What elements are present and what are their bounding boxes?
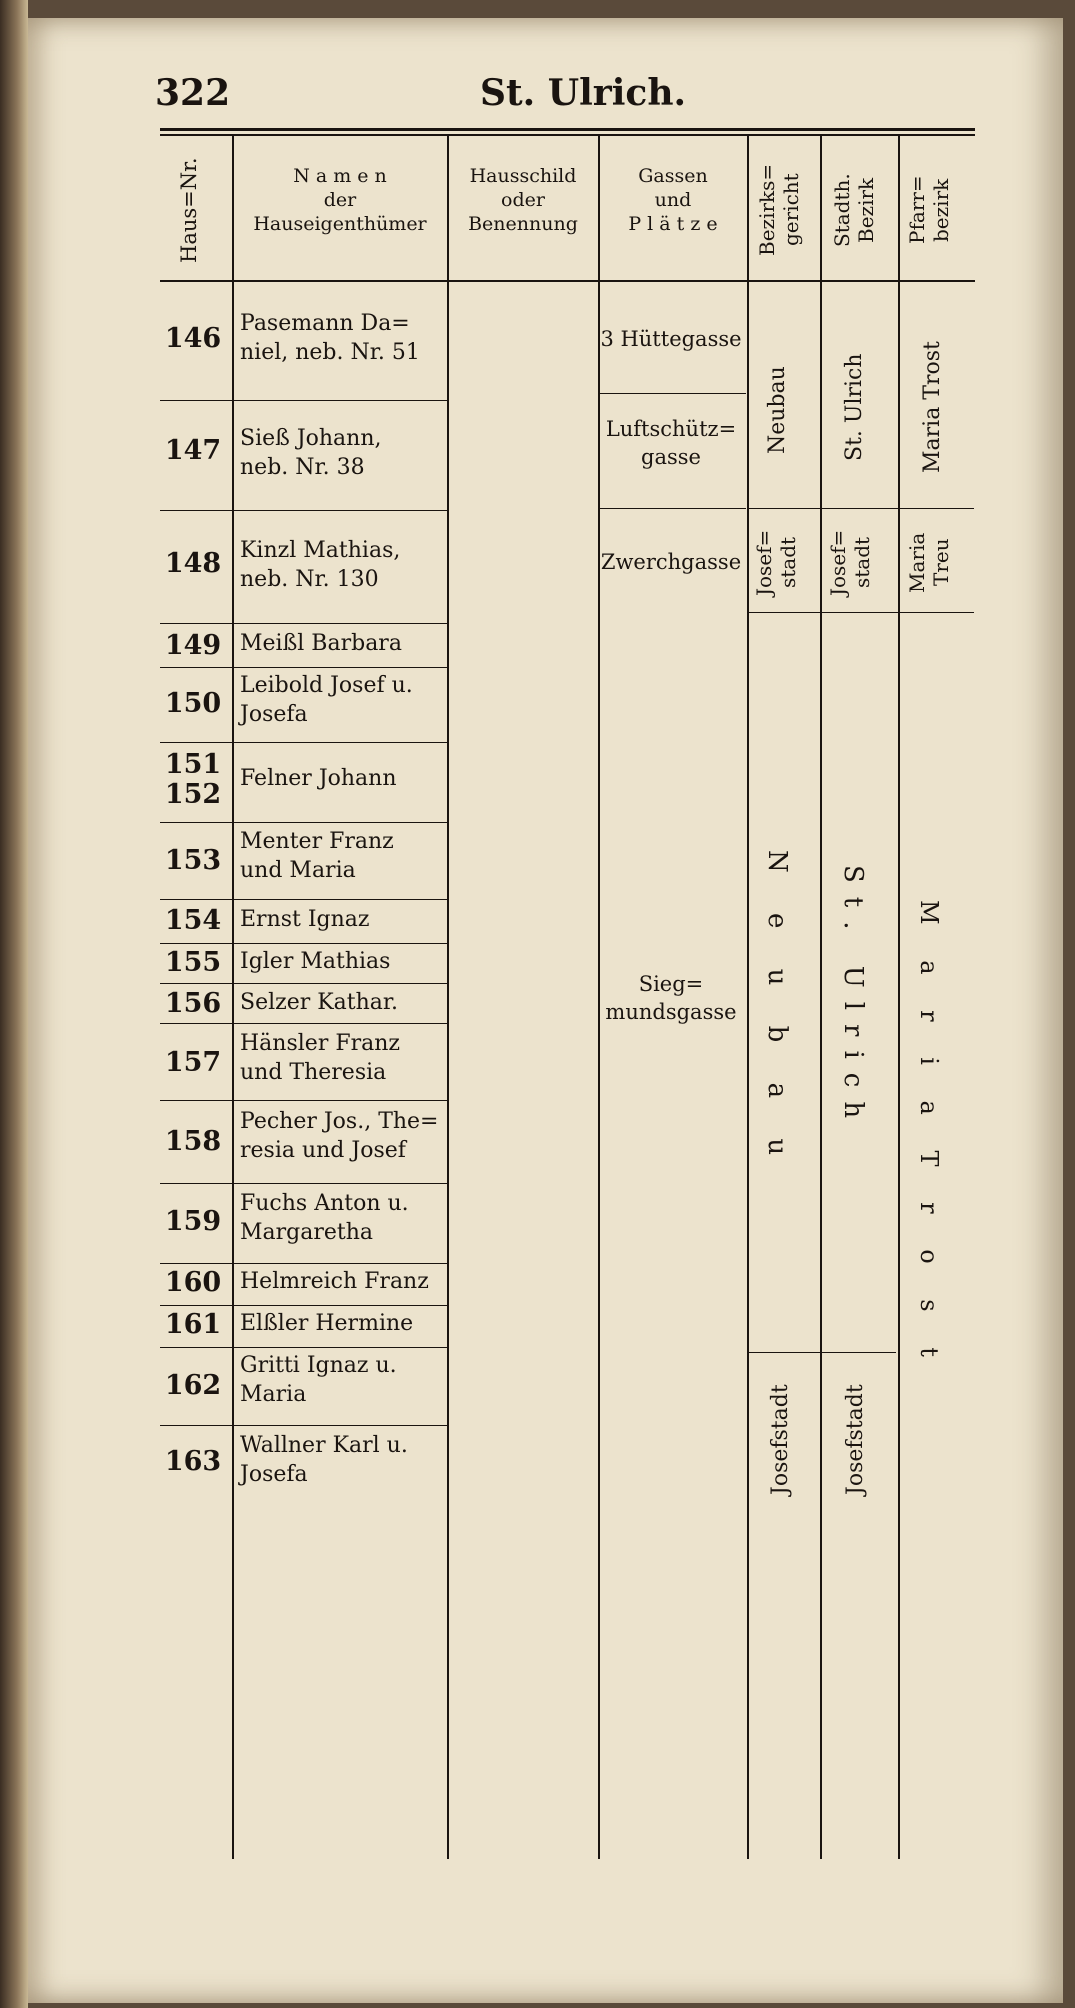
owner-name: Fuchs Anton u. Margaretha [240, 1191, 409, 1245]
owner-name: Hänsler Franz und Theresia [240, 1031, 400, 1085]
header-hausnr: Haus=Nr. [177, 157, 201, 263]
row-rule [160, 400, 447, 401]
col-divider-5 [820, 134, 822, 1859]
owner-name: Kinzl Mathias, neb. Nr. 130 [240, 538, 401, 592]
bezirksgericht-value: Josef= stadt [752, 529, 800, 596]
header-hausschild: Hausschild oder Benennung [468, 165, 578, 235]
col-divider-4 [747, 134, 749, 1859]
owner-name: Wallner Karl u. Josefa [240, 1433, 408, 1487]
row-rule [160, 623, 447, 624]
owner-name: Elßler Hermine [240, 1311, 414, 1336]
table-top-rule [160, 128, 975, 131]
header-stadtbezirk: Stadth. Bezirk [830, 173, 878, 247]
house-number: 162 [164, 1370, 222, 1401]
house-number: 150 [164, 688, 222, 719]
owner-name: Ernst Ignaz [240, 907, 370, 932]
house-number: 147 [164, 435, 222, 466]
owner-name: Helmreich Franz [240, 1269, 429, 1294]
page-title: St. Ulrich. [480, 72, 687, 114]
house-number: 159 [164, 1206, 222, 1237]
row-rule [160, 943, 447, 944]
stadtbezirk-value: St. Ulrich [838, 865, 868, 1133]
street-name: Zwerchgasse [600, 550, 742, 574]
owner-name: Pasemann Da= niel, neb. Nr. 51 [240, 311, 420, 365]
house-number: 155 [164, 947, 222, 978]
pfarrbezirk-value: M a r i a T r o s t [915, 900, 943, 1371]
house-number: 158 [164, 1126, 222, 1157]
row-rule [160, 1263, 447, 1264]
table-top-rule-2 [160, 134, 975, 136]
street-name: Luftschütz= gasse [605, 417, 737, 470]
house-number: 151 152 [164, 749, 222, 810]
bezirksgericht-value: N e u b a u [762, 850, 792, 1172]
house-number: 148 [164, 548, 222, 579]
owner-name: Selzer Kathar. [240, 990, 399, 1015]
owner-name: Meißl Barbara [240, 631, 402, 656]
stadtbezirk-value: St. Ulrich [842, 353, 867, 462]
street-rule [600, 393, 746, 394]
row-rule [160, 822, 447, 823]
house-number: 157 [164, 1047, 222, 1078]
row-rule [160, 1425, 447, 1426]
row-rule [160, 1305, 447, 1306]
owner-name: Gritti Ignaz u. Maria [240, 1353, 397, 1407]
owner-name: Pecher Jos., The= resia und Josef [240, 1109, 439, 1163]
pfarrbezirk-value: Maria Trost [920, 341, 945, 474]
house-number: 160 [164, 1267, 222, 1298]
row-rule [160, 899, 447, 900]
house-number: 153 [164, 845, 222, 876]
row-rule [160, 1347, 447, 1348]
row-rule [160, 983, 447, 984]
row-rule [160, 667, 447, 668]
house-number: 149 [164, 630, 222, 661]
bezirksgericht-value: Neubau [765, 366, 790, 454]
header-pfarrbezirk: Pfarr= bezirk [905, 175, 953, 245]
stadtbezirk-value: Josef= stadt [826, 529, 874, 596]
street-name: Sieg= mundsgasse [605, 972, 737, 1025]
street-name: 3 Hüttegasse [600, 327, 742, 351]
row-rule [160, 510, 447, 511]
bezirk-rule [749, 612, 974, 613]
house-number: 154 [164, 905, 222, 936]
row-rule [160, 1100, 447, 1101]
header-namen: N a m e n der Hauseigenthümer [253, 165, 427, 235]
owner-name: Sieß Johann, neb. Nr. 38 [240, 426, 382, 480]
house-number: 161 [164, 1309, 222, 1340]
row-rule [160, 1183, 447, 1184]
house-number: 163 [164, 1446, 222, 1477]
book-spine [0, 0, 28, 2008]
street-rule [600, 508, 746, 509]
header-bottom-rule [160, 280, 975, 282]
house-number: 146 [164, 323, 222, 354]
bezirksgericht-value: Josefstadt [768, 1384, 793, 1496]
header-gassen: Gassen und P l ä t z e [628, 165, 718, 235]
col-divider-1 [232, 134, 234, 1859]
owner-name: Menter Franz und Maria [240, 829, 394, 883]
owner-name: Leibold Josef u. Josefa [240, 673, 413, 727]
col-divider-6 [898, 134, 900, 1859]
owner-name: Felner Johann [240, 766, 397, 791]
house-number: 156 [164, 988, 222, 1019]
bezirk-rule [749, 508, 974, 509]
bezirk-rule [749, 1352, 896, 1353]
owner-name: Igler Mathias [240, 949, 391, 974]
header-bezirksgericht: Bezirks= gericht [755, 163, 803, 257]
row-rule [160, 742, 447, 743]
pfarrbezirk-value: Maria Treu [905, 532, 953, 593]
stadtbezirk-value: Josefstadt [843, 1384, 868, 1496]
row-rule [160, 1023, 447, 1024]
page-number: 322 [155, 72, 231, 114]
